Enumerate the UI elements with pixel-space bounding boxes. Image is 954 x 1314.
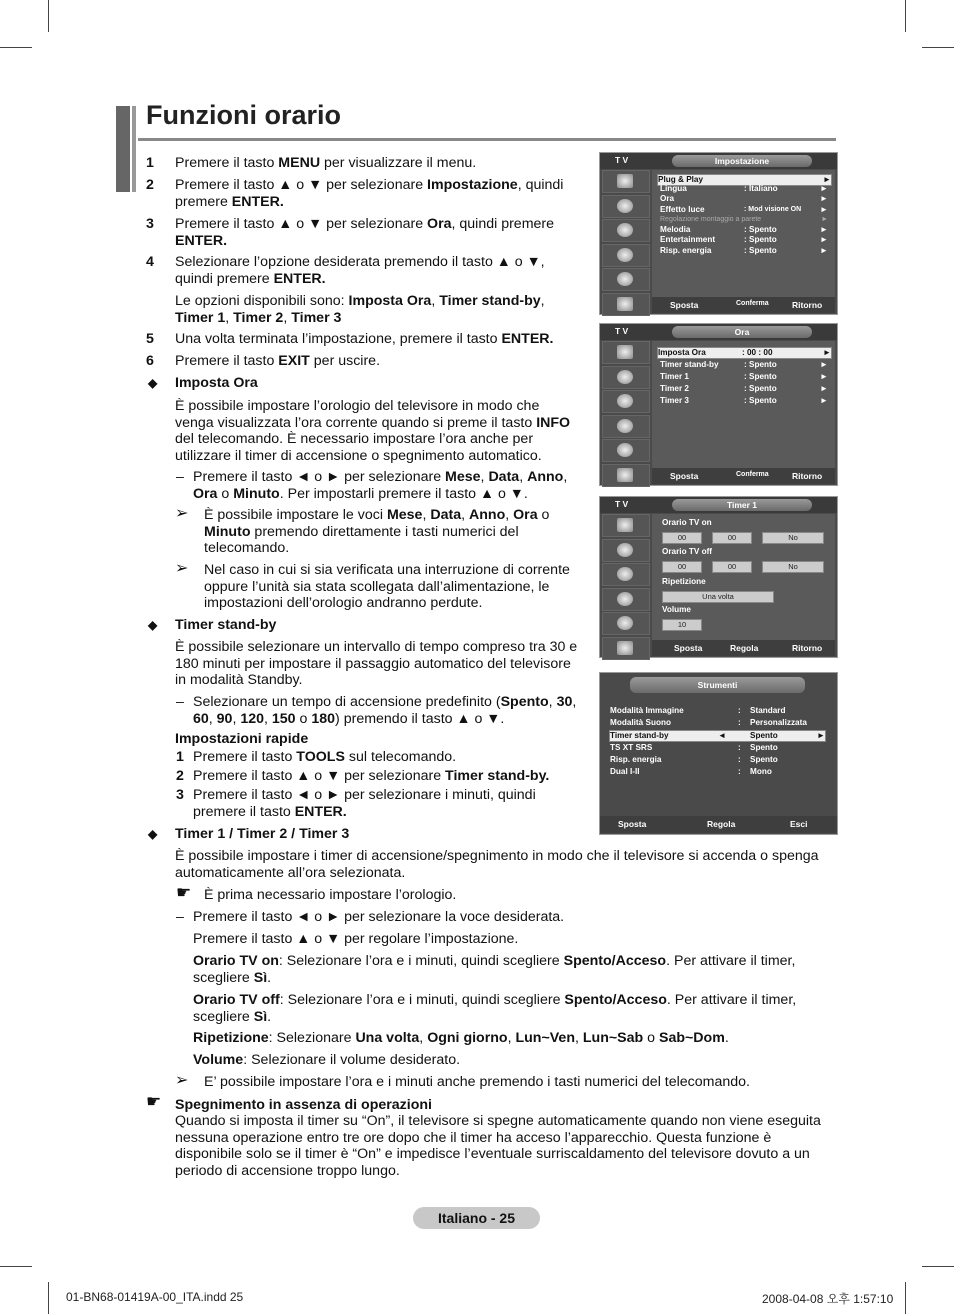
step-4: Selezionare l’opzione desiderata premendo il tasto ▲ o ▼, quindi premere ENTER. xyxy=(175,254,545,287)
step-number: 2 xyxy=(176,768,184,784)
section-heading-imposta-ora: Imposta Ora xyxy=(175,375,258,391)
step-4-options: Le opzioni disponibili sono: Imposta Ora, Timer stand-by, Timer 1, Timer 2, Timer 3 xyxy=(175,293,545,326)
step-3: Premere il tasto ▲ o ▼ per selezionare Ora, quindi premere ENTER. xyxy=(175,216,555,249)
diamond-bullet-icon: ◆ xyxy=(148,618,158,632)
quick-step-3: Premere il tasto ◄ o ► per selezionare i minuti, quindi premere il tasto ENTER. xyxy=(193,787,536,820)
channel-icon xyxy=(602,563,650,586)
osd-row[interactable]: Timer 1 : Spento ► xyxy=(660,372,828,381)
quick-settings-heading: Impostazioni rapide xyxy=(175,731,309,747)
input-icon xyxy=(602,439,650,462)
step-number: 6 xyxy=(146,353,154,369)
title-rule xyxy=(138,138,836,141)
footer-timestamp: 2008-04-08 오후 1:57:10 xyxy=(762,1292,894,1306)
pointing-hand-icon: ☛ xyxy=(176,883,192,902)
timer-on-activate-field[interactable]: No xyxy=(762,532,824,544)
step-6: Premere il tasto EXIT per uscire. xyxy=(175,353,381,369)
sound-icon xyxy=(602,539,650,562)
osd-footer-adjust: Regola xyxy=(707,819,736,829)
step-number: 3 xyxy=(176,787,184,803)
pointing-hand-icon: ☛ xyxy=(146,1092,162,1111)
title-accent-bar-light xyxy=(132,106,136,192)
osd-footer-enter: Conferma xyxy=(736,300,769,307)
input-icon xyxy=(602,612,650,635)
osd-sidebar xyxy=(602,514,650,662)
picture-icon xyxy=(602,514,650,537)
osd-footer xyxy=(652,640,835,656)
arrow-note-icon: ➢ xyxy=(175,560,189,577)
tools-row[interactable]: Modalità Immagine : Standard xyxy=(610,706,786,715)
application-icon xyxy=(602,293,650,316)
step-1: Premere il tasto MENU per visualizzare il menu. xyxy=(175,155,477,171)
dash-bullet: – xyxy=(176,469,184,485)
osd-row[interactable]: Ora ► xyxy=(660,194,828,203)
diamond-bullet-icon: ◆ xyxy=(148,827,158,841)
timers-instruction-2: Premere il tasto ▲ o ▼ per regolare l’impostazione. xyxy=(193,931,519,947)
osd-row[interactable]: Risp. energia : Spento ► xyxy=(660,246,828,255)
section-heading-timers: Timer 1 / Timer 2 / Timer 3 xyxy=(175,826,350,842)
osd-row[interactable]: Effetto luce : Mod visione ON ► xyxy=(660,205,828,214)
osd-footer xyxy=(652,297,835,313)
step-2: Premere il tasto ▲ o ▼ per selezionare Impostazione, quindi premere ENTER. xyxy=(175,177,564,210)
tools-row[interactable]: Risp. energia : Spento xyxy=(610,755,778,764)
setup-gear-icon xyxy=(602,415,650,438)
osd-row-imposta-ora[interactable]: Imposta Ora : 00 : 00 ► xyxy=(658,348,831,357)
setup-gear-icon xyxy=(602,588,650,611)
quick-step-2: Premere il tasto ▲ o ▼ per selezionare Timer stand-by. xyxy=(193,768,550,784)
osd-footer xyxy=(652,468,835,484)
application-icon xyxy=(602,464,650,487)
osd-footer-move: Sposta xyxy=(674,643,703,653)
osd-label-orario-off: Orario TV off xyxy=(662,547,713,556)
osd-tv-label: T V xyxy=(615,155,629,165)
tools-row[interactable]: Dual I-II : Mono xyxy=(610,767,772,776)
timers-description: È possibile impostare i timer di accensione/spegnimento in modo che il televisore si accenda o spenga automaticamente all’ora selezionata. xyxy=(175,848,819,881)
timers-ripetizione: Ripetizione: Selezionare Una volta, Ogni giorno, Lun~Ven, Lun~Sab o Sab~Dom. xyxy=(193,1030,729,1046)
application-icon xyxy=(602,637,650,660)
imposta-ora-note-1: È possibile impostare le voci Mese, Data, Anno, Ora o Minuto premendo direttamente i tasti numerici del telecomando. xyxy=(204,507,550,556)
step-number: 5 xyxy=(146,331,154,347)
timer-standby-description: È possibile selezionare un intervallo di tempo compreso tra 30 e 180 minuti per impostare il passaggio automatico del televisore in modalità Standby. xyxy=(175,639,578,688)
footer-file-name: 01-BN68-01419A-00_ITA.indd 25 xyxy=(66,1290,244,1304)
timer-on-hour-field[interactable]: 00 xyxy=(662,532,702,544)
channel-icon xyxy=(602,390,650,413)
osd-row-plug-play[interactable]: Plug & Play ► xyxy=(658,175,831,184)
timer-off-hour-field[interactable]: 00 xyxy=(662,561,702,573)
timer-repeat-field[interactable]: Una volta xyxy=(662,591,774,603)
osd-label-orario-on: Orario TV on xyxy=(662,518,712,527)
timers-instruction-1: Premere il tasto ◄ o ► per selezionare la voce desiderata. xyxy=(193,909,565,925)
title-accent-bar xyxy=(116,106,130,192)
step-5: Una volta terminata l’impostazione, premere il tasto ENTER. xyxy=(175,331,554,347)
input-icon xyxy=(602,268,650,291)
osd-timer1-menu xyxy=(599,496,838,658)
osd-strumenti-menu xyxy=(599,672,838,835)
step-number: 3 xyxy=(146,216,154,232)
diamond-bullet-icon: ◆ xyxy=(148,376,158,390)
quick-step-1: Premere il tasto TOOLS sul telecomando. xyxy=(193,749,457,765)
osd-row[interactable]: Entertainment : Spento ► xyxy=(660,235,828,244)
picture-icon xyxy=(602,341,650,364)
osd-footer-return: Ritorno xyxy=(792,300,823,310)
osd-row[interactable]: Timer stand-by : Spento ► xyxy=(660,360,828,369)
osd-label-volume: Volume xyxy=(662,605,691,614)
osd-footer-return: Ritorno xyxy=(792,643,823,653)
timers-note-clock: È prima necessario impostare l’orologio. xyxy=(204,887,457,903)
page-number-label: Italiano - 25 xyxy=(413,1207,540,1229)
step-number: 1 xyxy=(176,749,184,765)
osd-footer-move: Sposta xyxy=(670,471,699,481)
dash-bullet: – xyxy=(176,694,184,710)
osd-footer-move: Sposta xyxy=(670,300,699,310)
page-title: Funzioni orario xyxy=(146,100,341,130)
arrow-note-icon: ➢ xyxy=(175,505,189,522)
osd-label-ripetizione: Ripetizione xyxy=(662,577,706,586)
arrow-note-icon: ➢ xyxy=(175,1072,189,1089)
timer-off-minute-field[interactable]: 00 xyxy=(712,561,752,573)
osd-impostazione-menu xyxy=(599,152,838,315)
osd-row[interactable]: Timer 2 : Spento ► xyxy=(660,384,828,393)
timers-volume: Volume: Selezionare il volume desiderato. xyxy=(193,1052,461,1068)
tools-row-timer-standby[interactable]: Timer stand-by ◄ Spento ► xyxy=(610,731,825,740)
step-number: 1 xyxy=(146,155,154,171)
timer-standby-instruction: Selezionare un tempo di accensione predefinito (Spento, 30, 60, 90, 120, 150 o 180) premendo il tasto ▲ o ▼. xyxy=(193,694,577,727)
section-heading-spegnimento: Spegnimento in assenza di operazioni xyxy=(175,1097,432,1113)
spegnimento-description: Quando si imposta il timer su “On”, il televisore si spegne automaticamente quando non viene eseguita nessuna operazione entro tre ore dopo che il timer ha acceso l’apparecchio. Questa funzione è disponibile solo se il timer è “On” e impedisce l’eventuale surriscaldamento del televisore dovuto a un periodo di accensione troppo lungo. xyxy=(175,1113,821,1179)
osd-tv-label: T V xyxy=(615,326,629,336)
sound-icon xyxy=(602,366,650,389)
osd-ora-menu xyxy=(599,323,838,486)
tools-row[interactable]: Modalità Suono : Personalizzata xyxy=(610,718,807,727)
imposta-ora-note-2: Nel caso in cui si sia verificata una interruzione di corrente oppure l’unità sia stata scollegata dall’alimentazione, le impostazioni dell’orologio andranno perdute. xyxy=(204,562,570,611)
osd-caption: Timer 1 xyxy=(672,499,812,511)
timer-on-minute-field[interactable]: 00 xyxy=(712,532,752,544)
osd-footer-return: Ritorno xyxy=(792,471,823,481)
osd-caption: Impostazione xyxy=(672,155,812,167)
section-heading-timer-standby: Timer stand-by xyxy=(175,617,277,633)
osd-footer-move: Sposta xyxy=(618,819,647,829)
osd-footer xyxy=(600,816,837,833)
osd-row-disabled: Regolazione montaggio a parete ► xyxy=(660,216,828,223)
step-number: 4 xyxy=(146,254,154,270)
osd-caption: Ora xyxy=(672,326,812,338)
imposta-ora-description: È possibile impostare l’orologio del televisore in modo che venga visualizzata l’ora corrente quando si preme il tasto INFO del telecomando. È necessario impostare l’ora anche per utilizzare il timer di accensione o spegnimento automatico. xyxy=(175,398,571,464)
osd-footer-adjust: Regola xyxy=(730,643,759,653)
osd-tv-label: T V xyxy=(615,499,629,509)
osd-sidebar xyxy=(602,341,650,489)
timers-orario-on: Orario TV on: Selezionare l’ora e i minuti, quindi scegliere Spento/Acceso. Per attivare il timer, scegliere Sì. xyxy=(193,953,796,986)
osd-row[interactable]: Timer 3 : Spento ► xyxy=(660,396,828,405)
timer-off-activate-field[interactable]: No xyxy=(762,561,824,573)
tools-row[interactable]: TS XT SRS : Spento xyxy=(610,743,778,752)
osd-footer-enter: Conferma xyxy=(736,471,769,478)
imposta-ora-instruction: Premere il tasto ◄ o ► per selezionare Mese, Data, Anno, Ora o Minuto. Per impostarli premere il tasto ▲ o ▼. xyxy=(193,469,568,502)
timer-volume-field[interactable]: 10 xyxy=(662,619,702,631)
osd-footer-exit: Esci xyxy=(790,819,808,829)
setup-gear-icon xyxy=(602,244,650,267)
picture-icon xyxy=(602,170,650,193)
channel-icon xyxy=(602,219,650,242)
osd-sidebar xyxy=(602,170,650,318)
osd-row[interactable]: Lingua : Italiano ► xyxy=(660,184,828,193)
timers-note-numeric: E’ possibile impostare l’ora e i minuti anche premendo i tasti numerici del telecomando. xyxy=(204,1074,750,1090)
step-number: 2 xyxy=(146,177,154,193)
osd-row[interactable]: Melodia : Spento ► xyxy=(660,225,828,234)
osd-caption: Strumenti xyxy=(630,677,805,693)
sound-icon xyxy=(602,195,650,218)
dash-bullet: – xyxy=(176,909,184,925)
timers-orario-off: Orario TV off: Selezionare l’ora e i minuti, quindi scegliere Spento/Acceso. Per attivare il timer, scegliere Sì. xyxy=(193,992,797,1025)
